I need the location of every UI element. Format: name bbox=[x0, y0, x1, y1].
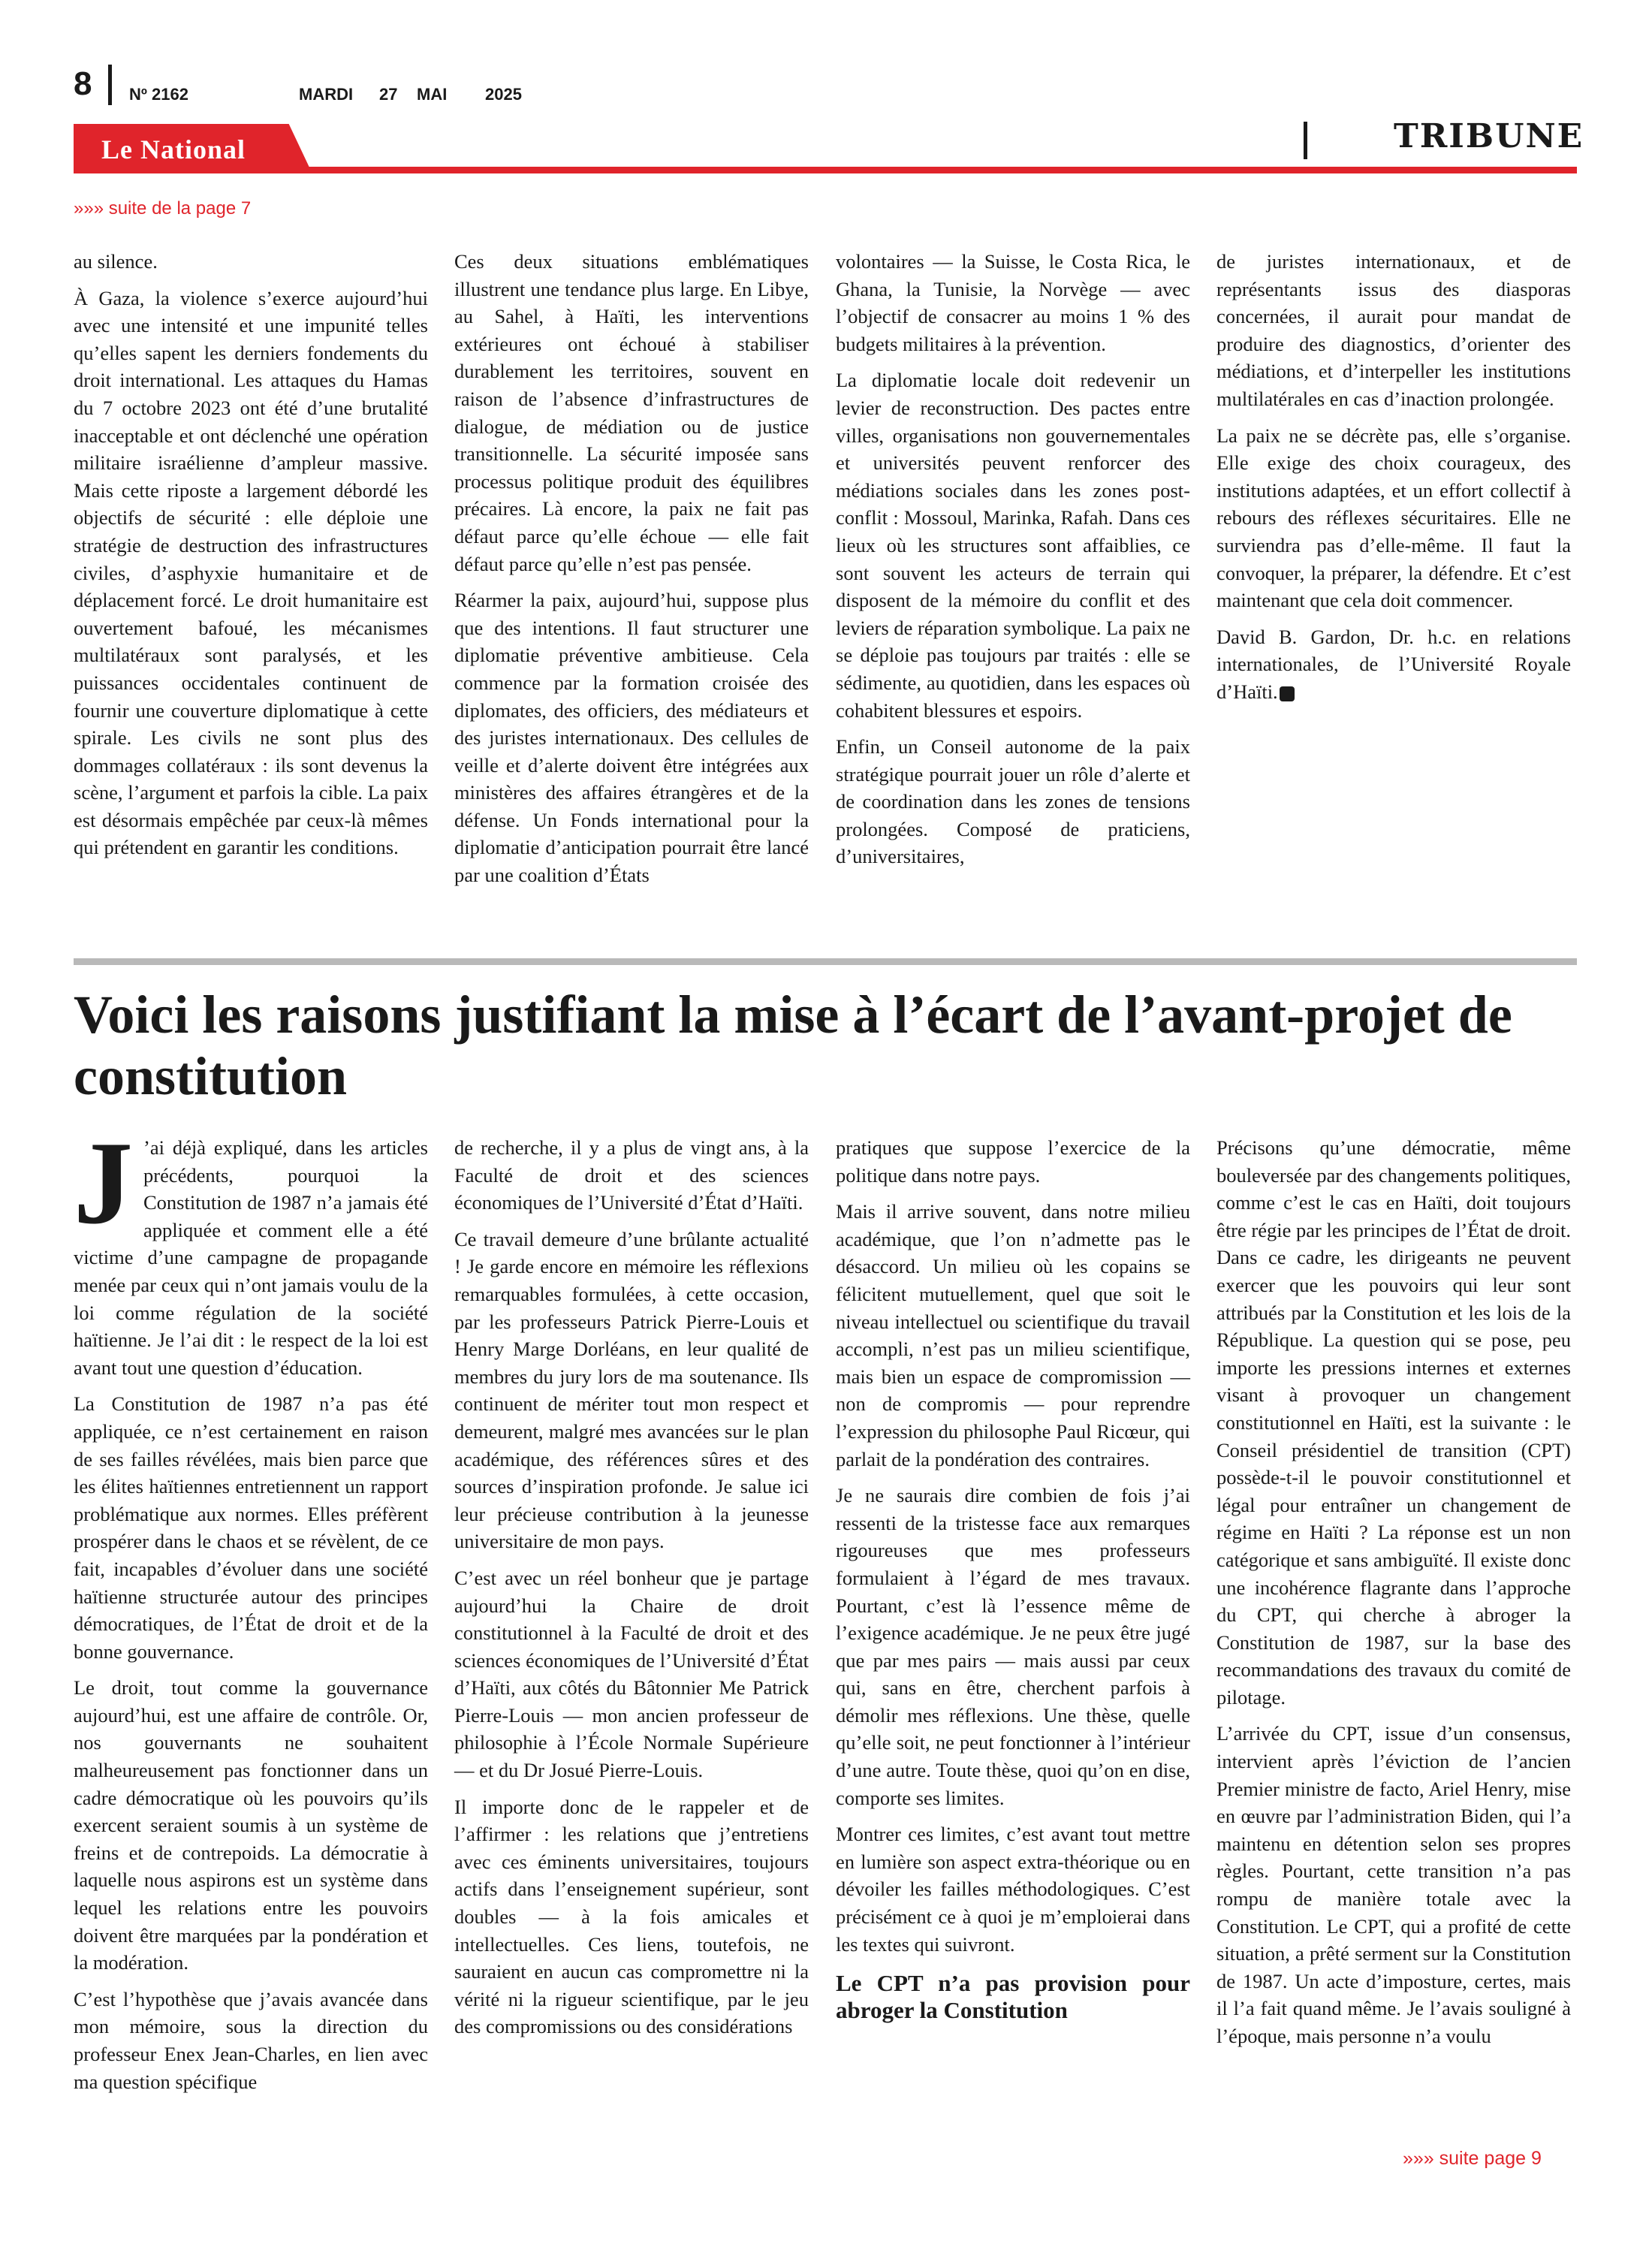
paragraph: La diplomatie locale doit redevenir un levier de reconstruction. Des pactes entre villes, organisations non gouvernementales et universités peuvent renforcer des médiations sociales dans les zones post-conflit : Mossoul, Marinka, Rafah. Dans ces lieux où les structures sont affaiblies, ce sont souvent les acteurs de terrain qui disposent de la mémoire du conflit et des leviers de réparation symbolique. La paix ne se déploie pas toujours par traités : elle se sédimente, au quotidien, dans les espaces où cohabitent blessures et espoirs. bbox=[836, 369, 1190, 722]
top-article-column-4 bbox=[1216, 248, 1571, 715]
paragraph: Précisons qu’une démocratie, même bouleversée par des changements politiques, comme c’est le cas en Haïti, doit toujours être régie par les principes de l’État de droit. Dans ce cadre, les dirigeants ne peuvent exercer que les pouvoirs qui leur sont attribués par la Constitution et les lois de la République. La question qui se pose, peu importe les pressions internes et externes visant à provoquer un changement constitutionnel en Haïti, est la suivante : le Conseil présidentiel de transition (CPT) possède-t-il le pouvoir constitutionnel et légal pour entraîner un changement de régime en Haïti ? La réponse est un non catégorique et sans ambiguïté. Il existe donc une incohérence flagrante dans l’approche du CPT, qui cherche à abroger la Constitution de 1987, sur la base des recommandations des travaux du comité de pilotage. bbox=[1216, 1136, 1571, 1709]
drop-cap: J bbox=[74, 1117, 133, 1249]
bottom-article-column-4 bbox=[1216, 1134, 1571, 2059]
paragraph: L’arrivée du CPT, issue d’un consensus, intervient après l’éviction de l’ancien Premier ministre de facto, Ariel Henry, mise en œuvre par l’administration Biden, qui l’a maintenu en détention selon ses propres règles. Pourtant, cette transition n’a pas rompu de manière totale avec la Constitution. Le CPT, qui a profité de cette situation, a prêté serment sur la Constitution de 1987. Un acte d’imposture, certes, mais il l’a fait quand même. Je l’avais souligné à l’époque, mais personne n’a voulu bbox=[1216, 1722, 1571, 2047]
paragraph: La Constitution de 1987 n’a pas été appliquée, ce n’est certainement en raison de ses failles révélées, mais bien parce que les élites haïtiennes entretiennent un rapport problématique aux normes. Elles préfèrent prospérer dans le chaos et se révèlent, de ce fait, incapables d’évoluer dans une société haïtienne structurée autour des principes démocratiques, de l’État de droit et de la bonne gouvernance. bbox=[74, 1392, 428, 1663]
page-number-divider bbox=[108, 65, 112, 105]
article-headline: Voici les raisons justifiant la mise à l’écart de l’avant-projet de constitution bbox=[74, 985, 1512, 1106]
lead-text: ’ai déjà expliqué, dans les articles précédents, pourquoi la Constitution de 1987 n’a jamais été appliquée et comment elle a été victime d’une campagne de propagande menée par ceux qui n’ont jamais voulu de la loi comme régulation de la société haïtienne. Je l’ai dit : le respect de la loi est avant tout une question d’éducation. bbox=[74, 1136, 428, 1379]
article-separator bbox=[74, 958, 1577, 965]
paragraph: au silence. bbox=[74, 250, 158, 273]
top-article-column-2 bbox=[454, 248, 809, 898]
author-line: David B. Gardon, Dr. h.c. en relations internationales, de l’Université Royale d’Haïti. bbox=[1216, 625, 1571, 703]
paragraph: Réarmer la paix, aujourd’hui, suppose plus que des intentions. Il faut structurer une diplomatie préventive ambitieuse. Cela commence par la formation croisée des diplomates, des officiers, des médiateurs et des juristes internationaux. Des cellules de veille et d’alerte doivent être intégrées aux ministères des affaires étrangères et de la défense. Un Fonds international pour la diplomatie d’anticipation pourrait être lancé par une coalition d’États bbox=[454, 589, 809, 887]
paragraph: Il importe donc de le rappeler et de l’affirmer : les relations que j’entretiens avec ces éminents universitaires, toujours actifs dans l’enseignement supérieur, sont doubles — à la fois amicales et intellectuelles. Ces liens, toutefois, ne sauraient en aucun cas compromettre ni la vérité ni la rigueur scientifique, par le jeu des compromissions ou des considérations bbox=[454, 1795, 809, 2038]
issue-number: Nº 2162 bbox=[129, 85, 188, 104]
paragraph: À Gaza, la violence s’exerce aujourd’hui avec une intensité et une impunité telles qu’elles sapent les derniers fondements du droit international. Les attaques du Hamas du 7 octobre 2023 ont été d’une brutalité inacceptable et ont déclenché une opération militaire israélienne d’ampleur massive. Mais cette riposte a largement débordé les objectifs de sécurité : elle déploie une stratégie de destruction des infrastructures civiles, d’asphyxie humanitaire et de déplacement forcé. Le droit humanitaire est ouvertement bafoué, les mécanismes multilatéraux sont paralysés, et les puissances occidentales continuent de fournir une couverture diplomatique à cette spirale. Les civils ne sont plus des dommages collatéraux : ils sont devenus la scène, l’argument et parfois la cible. La paix est désormais empêchée par ceux-là mêmes qui prétendent en garantir les conditions. bbox=[74, 286, 428, 859]
paragraph: La paix ne se décrète pas, elle s’organise. Elle exige des choix courageux, des institutions adaptées, et un effort collectif à rebours des réflexes sécuritaires. Elle ne surviendra pas d’elle-même. Il faut la convoquer, la préparer, la défendre. Et c’est maintenant que cela doit commencer. bbox=[1216, 424, 1571, 612]
bottom-article-column-1 bbox=[74, 1117, 428, 2104]
paragraph: volontaires — la Suisse, le Costa Rica, le Ghana, la Tunisie, la Norvège — avec l’objectif de consacrer au moins 1 % des budgets militaires à la prévention. bbox=[836, 250, 1190, 355]
paragraph: Le droit, tout comme la gouvernance aujourd’hui, est une affaire de contrôle. Or, nos gouvernants ne souhaitent malheureusement pas fonctionner dans un cadre démocratique où les pouvoirs qu’ils exercent seraient soumis à un système de freins et de contrepoids. La démocratie à laquelle nous aspirons est un système dans lequel les relations entre les pouvoirs doivent être marquées par la pondération et la modération. bbox=[74, 1676, 428, 1974]
paragraph: de recherche, il y a plus de vingt ans, à la Faculté de droit et des sciences économiques de l’Université d’État d’Haïti. bbox=[454, 1136, 809, 1214]
paragraph: pratiques que suppose l’exercice de la politique dans notre pays. bbox=[836, 1136, 1190, 1187]
section-divider bbox=[1304, 122, 1307, 159]
paragraph: C’est avec un réel bonheur que je partage aujourd’hui la Chaire de droit constitutionnel à la Faculté de droit et des sciences économiques de l’Université d’État d’Haïti, aux côtés du Bâtonnier Me Patrick Pierre-Louis — mon ancien professeur de philosophie à l’École Normale Supérieure — et du Dr Josué Pierre-Louis. bbox=[454, 1566, 809, 1782]
paragraph: Ce travail demeure d’une brûlante actualité ! Je garde encore en mémoire les réflexions remarquables formulées, à cette occasion, par les professeurs Patrick Pierre-Louis et Henry Marge Dorléans, en leur qualité de membres du jury lors de ma soutenance. Ils continuent de mériter tout mon respect et demeurent, malgré mes avancées sur le plan académique, des références sûres et des sources d’inspiration profonde. Je salue ici leur précieuse contribution à la jeunesse universitaire de mon pays. bbox=[454, 1227, 809, 1553]
bottom-article-column-2 bbox=[454, 1134, 809, 2049]
article-subheading: Le CPT n’a pas provision pour abroger la Constitution bbox=[836, 1970, 1190, 2024]
top-article-column-1 bbox=[74, 248, 428, 870]
brand-logo: Le National bbox=[101, 134, 246, 164]
paragraph: Je ne saurais dire combien de fois j’ai ressenti de la tristesse face aux remarques rigoureuses que mes professeurs formulaient à l’égard de mes travaux. Pourtant, c’est là l’essence même de l’exigence académique. Je ne peux être jugé que par mes pairs — mais aussi par ceux qui, sans en être, cherchent parfois à démolir mes réflexions. Une thèse, quelle qu’elle soit, ne peut fonctionner à l’intérieur d’une autre. Toute thèse, quoi qu’on en dise, comporte ses limites. bbox=[836, 1484, 1190, 1809]
section-title: TRIBUNE bbox=[1394, 117, 1584, 155]
paragraph: Montrer ces limites, c’est avant tout mettre en lumière son aspect extra-théorique ou en dévoiler les failles méthodologiques. C’est précisément ce à quoi je m’emploierai dans les textes qui suivront. bbox=[836, 1823, 1190, 1956]
paragraph: de juristes internationaux, et de représentants issus des diasporas concernées, il aurait pour mandat de produire des diagnostics, d’orienter des médiations, et d’interpeller les institutions multilatérales en cas d’inaction prolongée. bbox=[1216, 250, 1571, 410]
date-month: MAI bbox=[417, 85, 448, 104]
page-number: 8 bbox=[74, 65, 92, 102]
continued-to-label: »»» suite page 9 bbox=[1403, 2148, 1542, 2169]
date-number: 27 bbox=[379, 85, 398, 104]
paragraph: Mais il arrive souvent, dans notre milieu académique, que l’on n’admette pas le désaccord. Un milieu où les copains se félicitent mutuellement, quel que soit le niveau intellectuel ou scientifique du travail accompli, n’est pas un milieu scientifique, mais bien un espace de compromission — non de compromis — pour reprendre l’expression du philosophe Paul Ricœur, qui parlait de la pondération des contraires. bbox=[836, 1200, 1190, 1470]
top-article-column-3 bbox=[836, 248, 1190, 879]
header-rule bbox=[74, 167, 1577, 173]
date-day: MARDI bbox=[299, 85, 354, 104]
paragraph: Ces deux situations emblématiques illustrent une tendance plus large. En Libye, au Sahel, à Haïti, les interventions extérieures ont échoué à stabiliser durablement les territoires, souvent en raison de l’absence d’infrastructures de dialogue, de médiation ou de justice transitionnelle. La sécurité imposée sans processus politique produit des équilibres précaires. Là encore, la paix ne fait pas défaut parce qu’elle échoue — elle fait défaut parce qu’elle n’est pas pensée. bbox=[454, 250, 809, 575]
paragraph: C’est l’hypothèse que j’avais avancée dans mon mémoire, sous la direction du professeur Enex Jean-Charles, en lien avec ma question spécifique bbox=[74, 1987, 428, 2093]
continued-from-label: »»» suite de la page 7 bbox=[74, 198, 252, 219]
date-year: 2025 bbox=[485, 85, 522, 104]
end-of-article-icon bbox=[1280, 686, 1295, 701]
lead-paragraph bbox=[74, 1117, 428, 1381]
bottom-article-column-3 bbox=[836, 1134, 1190, 2024]
paragraph: Enfin, un Conseil autonome de la paix stratégique pourrait jouer un rôle d’alerte et de coordination dans les zones de tensions prolongées. Composé de praticiens, d’universitaires, bbox=[836, 735, 1190, 868]
author-signature bbox=[1216, 623, 1571, 706]
